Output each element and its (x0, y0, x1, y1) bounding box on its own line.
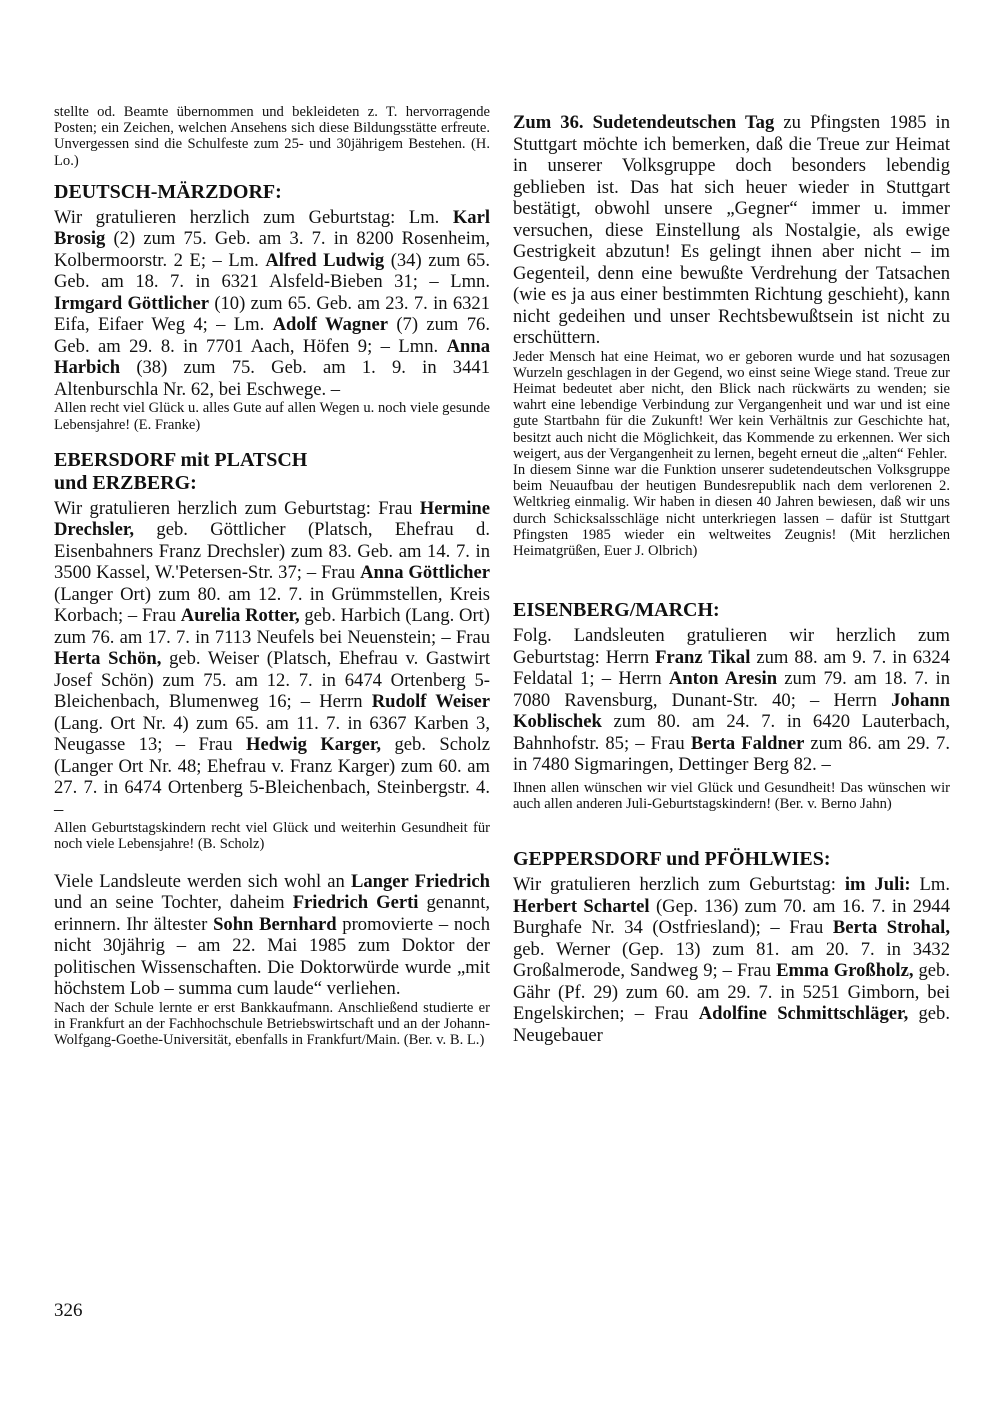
eisenberg-birthdays: Folg. Landsleuten gratulieren wir herzlich zum Geburtstag: Herrn Franz Tikal zum 88. am 9. 7. in 6324 Feldatal 1; – Herrn Anton Aresin zum 79. am 18. 7. in 7080 Ravensburg, Dunant-Str. 40; – Herrn Johann Koblischek zum 80. am 24. 7. in 6420 Lauterbach, Bahnhofstr. 85; – Frau Berta Faldner zum 86. am 29. 7. in 7480 Sigmaringen, Dettinger Berg 82. – (513, 625, 951, 776)
event-title: Zum 36. Sudetendeutschen Tag (513, 112, 775, 133)
section-heading-geppersdorf: GEPPERSDORF und PFÖHLWIES: (513, 848, 831, 871)
person-name: Emma Großholz, (776, 960, 914, 982)
person-name: Herbert Schartel (513, 895, 650, 917)
person-name: Sohn Bernhard (213, 913, 337, 935)
person-name: Anna Harbich (54, 335, 490, 379)
person-name: Adolf Wagner (272, 314, 389, 336)
sudetendeutscher-tag-paragraph: Zum 36. Sudetendeutschen Tag zu Pfingsten 1985 in Stuttgart möchte ich bemerken, daß die Treue zur Heimat in unserer Volksgruppe doch besonders lebendig geblieben ist. Das hat sich heuer wieder in Stuttgart bestätigt, obwohl unsere „Gegner“ immer u. immer versuchen, diese Einstellung als Nostalgie, als ewige Gestrigkeit abzutun! Es gelingt ihnen aber nicht – im Gegenteil, denn eine bewußte Verdrehung der Tatsachen (wie es ja aus einer bestimmten Richtung geschieht), kann nicht gedeihen und unser Rechtsbewußtsein ist nicht zu erschüttern. (513, 112, 950, 348)
person-name: Herta Schön, (54, 648, 162, 670)
ebersdorf-closing: Allen Geburtstagskindern recht viel Glück und weiterhin Gesundheit für noch viele Lebensjahre! (B. Scholz) (54, 820, 490, 853)
intro-paragraph: stellte od. Beamte übernommen und bekleideten z. T. hervorragende Posten; ein Zeichen, welchen Ansehens sich diese Bildungsstätte erfreute. Unvergessen sind die Schulfeste zum 25- und 30jährigem Bestehen. (H. Lo.) (54, 104, 490, 169)
deutsch-maerzdorf-birthdays: Wir gratulieren herzlich zum Geburtstag: Lm. Karl Brosig (2) zum 75. Geb. am 3. 7. in 8200 Rosenheim, Kolbermoorstr. 2 E; – Lm. Alfred Ludwig (34) zum 65. Geb. am 18. 7. in 6321 Alsfeld-Bieben 31; – Lmn. Irmgard Göttlicher (10) zum 65. Geb. am 23. 7. in 6321 Eifa, Eifaer Weg 4; – Lm. Adolf Wagner (7) zum 76. Geb. am 29. 8. in 7701 Aach, Höfen 9; – Lmn. Anna Harbich (38) zum 75. Geb. am 1. 9. in 3441 Altenburschla Nr. 62, bei Eschwege. – (54, 206, 491, 400)
person-name: Langer Friedrich (350, 870, 490, 892)
person-name: Adolfine Schmittschläger, (698, 1003, 909, 1025)
person-name: Anna Göttlicher (360, 562, 490, 584)
section-heading-deutsch-maerzdorf: DEUTSCH-MÄRZDORF: (54, 180, 282, 203)
person-name: Karl Brosig (54, 206, 490, 250)
person-name: Alfred Ludwig (265, 249, 385, 271)
person-name: Hedwig Karger, (245, 734, 382, 756)
person-name: Irmgard Göttlicher (54, 292, 210, 314)
page-number: 326 (54, 1300, 83, 1321)
section-heading-eisenberg: EISENBERG/MARCH: (513, 599, 720, 622)
person-name: Hermine Drechsler, (54, 497, 490, 541)
ebersdorf-birthdays: Wir gratulieren herzlich zum Geburtstag: Frau Hermine Drechsler, geb. Göttlicher (Platsch, Ehefrau d. Eisenbahners Franz Drechsler) zum 83. Geb. am 14. 7. in 3500 Kassel, W.'Petersen-Str. 37; – Frau Anna Göttlicher (Langer Ort) zum 80. am 12. 7. in Grümmstellen, Kreis Korbach; – Frau Aurelia Rotter, geb. Harbich (Lang. Ort) zum 76. am 17. 7. in 7113 Neufels bei Neuenstein; – Frau Herta Schön, geb. Weiser (Platsch, Ehefrau v. Gastwirt Josef Schön) zum 75. am 12. 7. in 6474 Ortenberg 5-Bleichenbach, Blumenweg 16; – Herrn Rudolf Weiser (Lang. Ort Nr. 4) zum 65. am 11. 7. in 6367 Karben 3, Neugasse 13; – Frau Hedwig Karger, geb. Scholz (Langer Ort Nr. 48; Ehefrau v. Franz Karger) zum 60. am 27. 7. in 6474 Ortenberg 5-Bleichenbach, Steinbergstr. 4. – (54, 497, 491, 820)
left-column (54, 104, 490, 1048)
right-column (513, 112, 950, 1046)
heimat-paragraph: Jeder Mensch hat eine Heimat, wo er geboren wurde und hat sozusagen Wurzeln geschlagen in der Gegend, wo einst seine Wiege stand. Treue zur Heimat bedeutet aber nicht, den Blick nach rückwärts zu wenden; sie wahrt eine lebendige Verbindung zur Vergangenheit und war und ist eine gute Startbahn für die Zukunft! Wer kein Verhältnis zur Geschichte hat, besitzt auch nicht die Möglichkeit, das Kommende zu erkennen. Wer sich weigert, aus der Vergangenheit zu lernen, begeht erneut die „alten“ Fehler. (513, 348, 950, 462)
person-name: Johann Koblischek (513, 689, 950, 733)
geppersdorf-birthdays: Wir gratulieren herzlich zum Geburtstag: im Juli: Lm. Herbert Schartel (Gep. 136) zum 70. am 16. 7. in 2944 Burghafe Nr. 34 (Ostfriesland); – Frau Berta Strohal, geb. Werner (Gep. 13) zum 81. am 20. 7. in 3432 Großalmerode, Sandweg 9; – Frau Emma Großholz, geb. Gähr (Pf. 29) zum 60. am 29. 7. in 5251 Gimborn, bei Engelskirchen; – Frau Adolfine Schmittschläger, geb. Neugebauer (513, 874, 951, 1046)
person-name: Anton Aresin (668, 668, 778, 690)
person-name: Berta Faldner (690, 732, 805, 754)
person-name: Friedrich Gerti (292, 892, 419, 914)
langer-friedrich-closing: Nach der Schule lernte er erst Bankkaufmann. Anschließend studierte er in Frankfurt an der Fachhochschule Betriebswirtschaft und an der Johann-Wolfgang-Goethe-Universität, ebenfalls in Frankfurt/Main. (Ber. v. B. L.) (54, 999, 490, 1049)
deutsch-maerzdorf-closing: Allen recht viel Glück u. alles Gute auf allen Wegen u. noch viele gesunde Lebensjahre! (E. Franke) (54, 400, 490, 433)
person-name: Aurelia Rotter, (180, 605, 300, 627)
eisenberg-closing: Ihnen allen wünschen wir viel Glück und Gesundheit! Das wünschen wir auch allen anderen Juli-Geburtstagskindern! (Ber. v. Berno Jahn) (513, 779, 950, 812)
volksgruppe-paragraph: In diesem Sinne war die Funktion unserer sudetendeutschen Volksgruppe beim Neuaufbau der heutigen Bundesrepublik nach dem verlorenen 2. Weltkrieg einmalig. Wir haben in diesen 40 Jahren bewiesen, daß wir uns durch Schicksalsschläge nicht unterkriegen lassen – dafür ist Stuttgart Pfingsten 1985 wieder ein weltweites Zeugnis! (Mit herzlichen Heimatgrüßen, Euer J. Olbrich) (513, 461, 950, 559)
section-heading-ebersdorf: EBERSDORF mit PLATSCH und ERZBERG: (54, 448, 308, 494)
langer-friedrich-paragraph: Viele Landsleute werden sich wohl an Langer Friedrich und an seine Tochter, daheim Friedrich Gerti genannt, erinnern. Ihr ältester Sohn Bernhard promovierte – noch nicht 30jährig – am 22. Mai 1985 zum Doktor der politischen Wissenschaften. Die Doktorwürde wurde „mit höchstem Lob – summa cum laude“ verliehen. (54, 870, 491, 1000)
person-name: Rudolf Weiser (371, 691, 490, 713)
month-label: im Juli: (844, 874, 911, 896)
person-name: Berta Strohal, (832, 917, 950, 939)
person-name: Franz Tikal (655, 646, 751, 668)
